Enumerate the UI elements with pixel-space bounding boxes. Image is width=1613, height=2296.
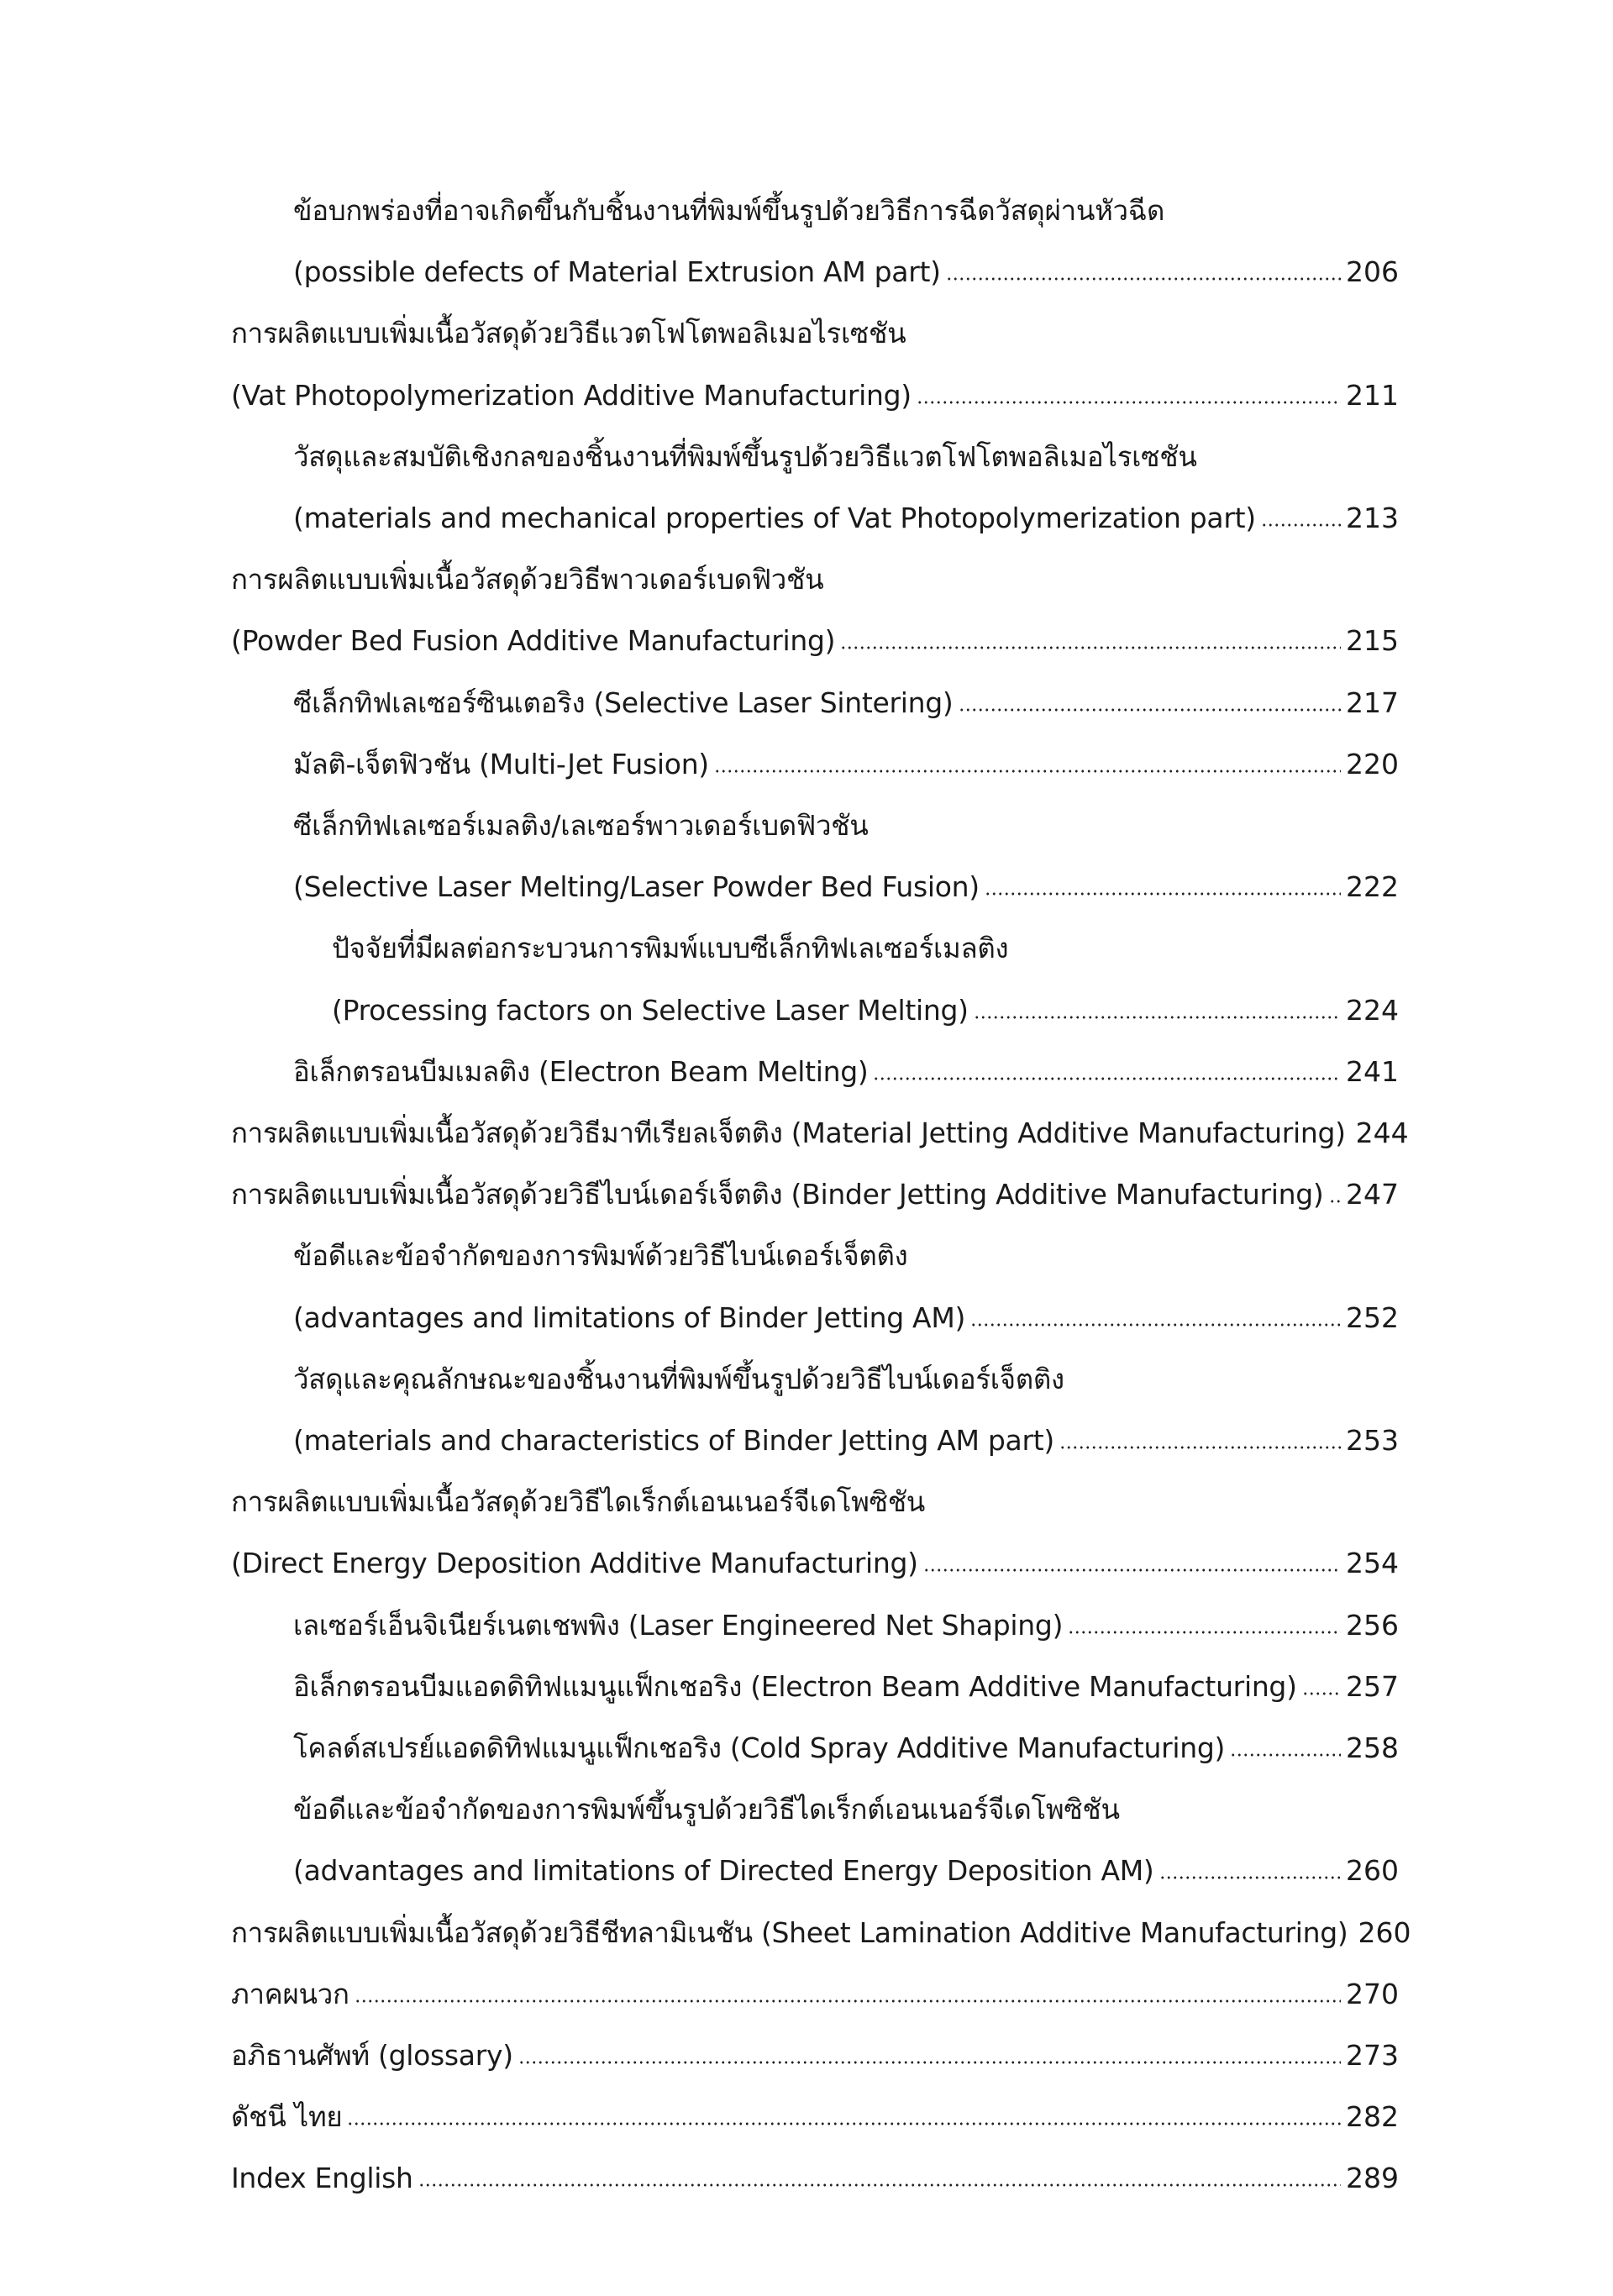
toc-entry-title: การผลิตแบบเพิ่มเนื้อวัสดุด้วยวิธีมาทีเรียลเจ็ตติง (Material Jetting Additive Manufacturing) <box>231 1116 1346 1149</box>
dot-leader <box>974 1013 1341 1022</box>
toc-entry <box>231 1040 1399 1090</box>
toc-entry-title: (advantages and limitations of Directed Energy Deposition AM) <box>293 1854 1154 1887</box>
toc-entry-page-number: 273 <box>1346 2039 1399 2072</box>
toc-entry <box>231 671 1399 722</box>
toc-entry-title: (Powder Bed Fusion Additive Manufacturing) <box>231 624 836 657</box>
toc-entry <box>231 302 1399 352</box>
toc-entry <box>231 1224 1399 1274</box>
toc-entry-title: เลเซอร์เอ็นจิเนียร์เนตเชพพิง (Laser Engineered Net Shaping) <box>293 1609 1064 1642</box>
toc-entry-page-number: 206 <box>1346 255 1399 288</box>
toc-entry-title: (possible defects of Material Extrusion AM part) <box>293 255 941 288</box>
toc-entry-title: ภาคผนวก <box>231 1978 349 2010</box>
toc-entry <box>231 179 1399 229</box>
toc-entry <box>231 979 1399 1029</box>
dot-leader <box>1329 1197 1342 1206</box>
toc-entry-title: (advantages and limitations of Binder Jetting AM) <box>293 1301 966 1334</box>
toc-entry-page-number: 222 <box>1346 870 1399 903</box>
dot-leader <box>347 2120 1341 2128</box>
toc-entry-title: ข้อดีและข้อจำกัดของการพิมพ์ด้วยวิธีไบน์เดอร์เจ็ตติง <box>293 1239 908 1272</box>
toc-entry-page-number: 211 <box>1346 379 1399 412</box>
toc-entry <box>231 794 1399 844</box>
toc-entry-title: ซีเล็กทิฟเลเซอร์ซินเตอริง (Selective Laser Sintering) <box>293 686 954 719</box>
toc-entry <box>231 1163 1399 1213</box>
toc-entry-title: (Direct Energy Deposition Additive Manufacturing) <box>231 1547 918 1579</box>
toc-entry <box>231 1778 1399 1828</box>
dot-leader <box>1261 521 1341 529</box>
toc-entry <box>231 1594 1399 1644</box>
toc-entry <box>231 1839 1399 1889</box>
toc-entry-title: ปัจจัยที่มีผลต่อกระบวนการพิมพ์แบบซีเล็กทิฟเลเซอร์เมลติง <box>332 932 1009 964</box>
toc-entry-page-number: 220 <box>1346 748 1399 780</box>
toc-entry-page-number: 247 <box>1346 1178 1399 1211</box>
dot-leader <box>1230 1751 1341 1759</box>
toc-entry-title: การผลิตแบบเพิ่มเนื้อวัสดุด้วยวิธีชีทลามิเนชัน (Sheet Lamination Additive Manufacturing) <box>231 1916 1348 1949</box>
dot-leader <box>873 1074 1341 1083</box>
toc-entry-page-number: 282 <box>1346 2100 1399 2133</box>
dot-leader <box>1302 1689 1341 1698</box>
toc-entry <box>231 1655 1399 1705</box>
toc-entry-page-number: 289 <box>1346 2162 1399 2194</box>
toc-entry-page-number: 213 <box>1346 502 1399 534</box>
toc-entry <box>231 1409 1399 1459</box>
toc-entry-page-number: 241 <box>1346 1055 1399 1088</box>
toc-entry <box>231 1348 1399 1398</box>
dot-leader <box>518 2058 1341 2067</box>
toc-entry-page-number: 215 <box>1346 624 1399 657</box>
toc-entry-page-number: 252 <box>1346 1301 1399 1334</box>
toc-entry-page-number: 258 <box>1346 1731 1399 1764</box>
dot-leader <box>917 398 1341 407</box>
toc-entry-title: (Selective Laser Melting/Laser Powder Bed Fusion) <box>293 870 980 903</box>
toc-entry <box>231 548 1399 598</box>
toc-entry-title: ข้อดีและข้อจำกัดของการพิมพ์ขึ้นรูปด้วยวิธีไดเร็กต์เอนเนอร์จีเดโพซิชัน <box>293 1793 1120 1826</box>
toc-entry <box>231 1101 1409 1152</box>
dot-leader <box>970 1321 1341 1329</box>
toc-entry <box>231 1901 1411 1952</box>
toc-entry-title: การผลิตแบบเพิ่มเนื้อวัสดุด้วยวิธีไบน์เดอร์เจ็ตติง (Binder Jetting Additive Manufacturing) <box>231 1178 1324 1211</box>
toc-entry-title: อภิธานศัพท์ (glossary) <box>231 2039 513 2072</box>
toc-entry-title: โคลด์สเปรย์แอดดิทิฟแมนูแฟ็กเชอริง (Cold Spray Additive Manufacturing) <box>293 1731 1226 1764</box>
dot-leader <box>840 644 1341 652</box>
toc-entry-title: วัสดุและคุณลักษณะของชิ้นงานที่พิมพ์ขึ้นรูปด้วยวิธีไบน์เดอร์เจ็ตติง <box>293 1363 1064 1395</box>
toc-entry <box>231 1286 1399 1337</box>
toc-entry <box>231 2085 1399 2136</box>
dot-leader <box>1159 1873 1342 1882</box>
toc-entry <box>231 1716 1399 1767</box>
toc-entry <box>231 1532 1399 1582</box>
toc-entry-page-number: 254 <box>1346 1547 1399 1579</box>
toc-entry-page-number: 270 <box>1346 1978 1399 2010</box>
toc-entry-title: มัลติ-เจ็ตฟิวชัน (Multi-Jet Fusion) <box>293 748 709 780</box>
toc-entry-page-number: 260 <box>1346 1854 1399 1887</box>
dot-leader <box>355 1997 1341 2005</box>
toc-entry <box>231 1962 1399 2013</box>
toc-entry-page-number: 260 <box>1358 1916 1411 1949</box>
toc-entry <box>231 917 1399 967</box>
dot-leader <box>923 1566 1341 1574</box>
toc-entry-title: (materials and mechanical properties of Vat Photopolymerization part) <box>293 502 1256 534</box>
toc-entry <box>231 609 1399 659</box>
toc-entry <box>231 733 1399 783</box>
dot-leader <box>959 706 1341 714</box>
toc-entry-title: อิเล็กตรอนบีมเมลติง (Electron Beam Melting) <box>293 1055 869 1088</box>
toc-entry-title: ซีเล็กทิฟเลเซอร์เมลติง/เลเซอร์พาวเดอร์เบดฟิวชัน <box>293 809 869 842</box>
dot-leader <box>985 890 1341 898</box>
toc-entry <box>231 486 1399 537</box>
toc-entry-title: การผลิตแบบเพิ่มเนื้อวัสดุด้วยวิธีแวตโฟโตพอลิเมอไรเซชัน <box>231 317 906 349</box>
toc-entry-title: (materials and characteristics of Binder Jetting AM part) <box>293 1424 1054 1457</box>
dot-leader <box>714 767 1341 775</box>
toc-entry-page-number: 257 <box>1346 1670 1399 1703</box>
dot-leader <box>418 2181 1341 2189</box>
toc-entry-title: (Vat Photopolymerization Additive Manufacturing) <box>231 379 912 412</box>
toc-entry-title: ดัชนี ไทย <box>231 2100 343 2133</box>
toc-entry <box>231 1470 1399 1521</box>
toc-entry-title: อิเล็กตรอนบีมแอดดิทิฟแมนูแฟ็กเชอริง (Electron Beam Additive Manufacturing) <box>293 1670 1297 1703</box>
toc-entry-title: วัสดุและสมบัติเชิงกลของชิ้นงานที่พิมพ์ขึ้นรูปด้วยวิธีแวตโฟโตพอลิเมอไรเซชัน <box>293 440 1197 473</box>
toc-entry-page-number: 217 <box>1346 686 1399 719</box>
toc-entry <box>231 425 1399 475</box>
toc-entry-page-number: 253 <box>1346 1424 1399 1457</box>
toc-entry <box>231 2024 1399 2074</box>
toc-entry-page-number: 244 <box>1355 1116 1409 1149</box>
toc-entry-page-number: 224 <box>1346 994 1399 1027</box>
toc-entry <box>231 855 1399 906</box>
dot-leader <box>1068 1628 1341 1637</box>
toc-entry-page-number: 256 <box>1346 1609 1399 1642</box>
dot-leader <box>1059 1443 1341 1452</box>
toc-entry <box>231 2146 1399 2197</box>
toc-entry <box>231 364 1399 414</box>
toc-entry-title: การผลิตแบบเพิ่มเนื้อวัสดุด้วยวิธีไดเร็กต์เอนเนอร์จีเดโพซิชัน <box>231 1485 926 1518</box>
toc-entry-title: (Processing factors on Selective Laser Melting) <box>332 994 969 1027</box>
toc-entry-title: ข้อบกพร่องที่อาจเกิดขึ้นกับชิ้นงานที่พิมพ์ขึ้นรูปด้วยวิธีการฉีดวัสดุผ่านหัวฉีด <box>293 194 1165 227</box>
toc-entry <box>231 240 1399 291</box>
toc-entry-title: Index English <box>231 2162 413 2194</box>
dot-leader <box>946 275 1341 283</box>
toc-entry-title: การผลิตแบบเพิ่มเนื้อวัสดุด้วยวิธีพาวเดอร์เบดฟิวชัน <box>231 563 824 596</box>
